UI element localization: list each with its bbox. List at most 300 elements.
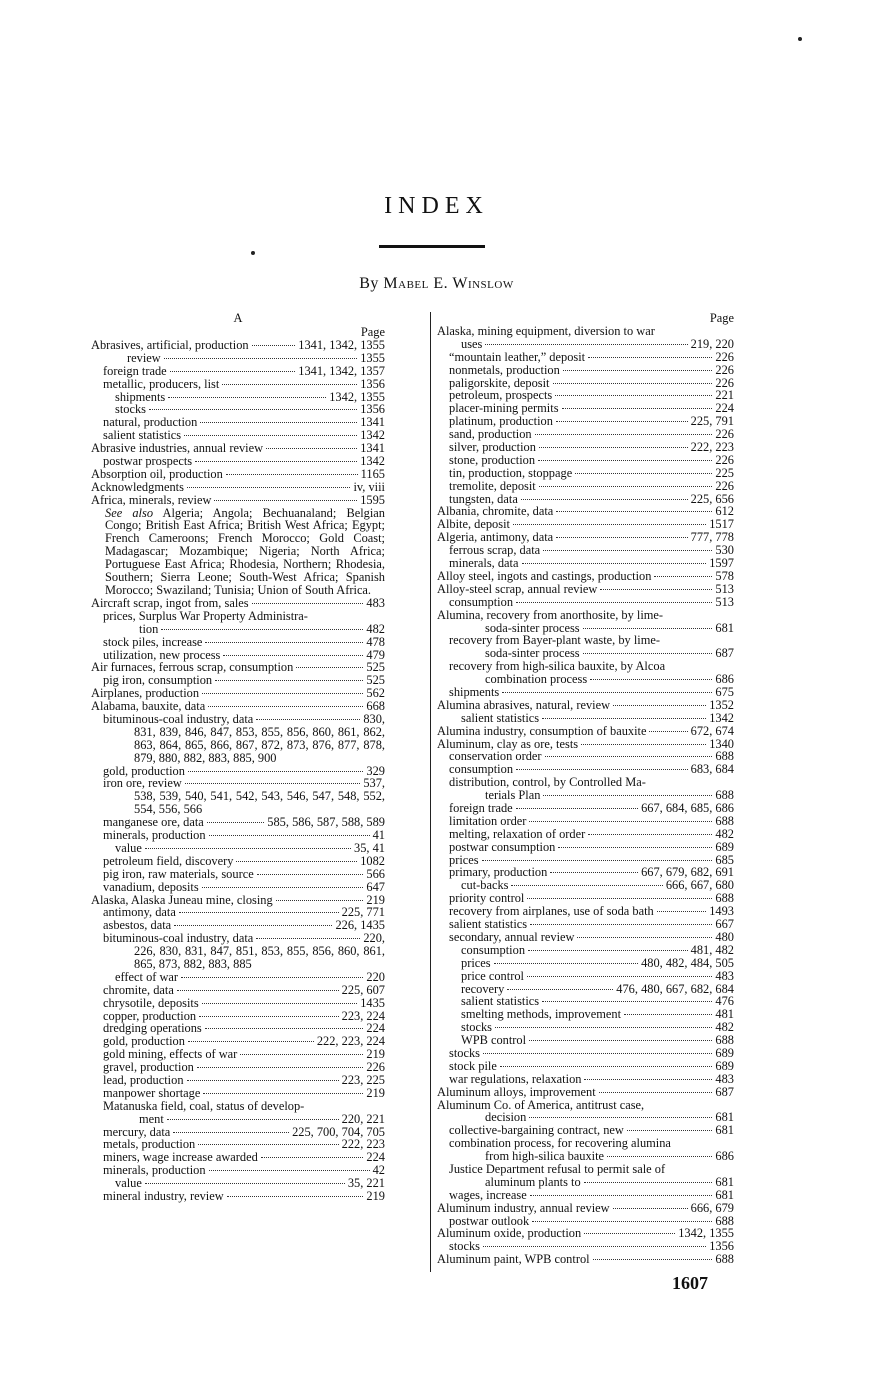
leader-dots bbox=[532, 1221, 712, 1222]
entry-pages: 225, 791 bbox=[690, 414, 734, 429]
entry-text: WPB control bbox=[461, 1033, 527, 1048]
index-entry bbox=[437, 918, 734, 931]
entry-pages: 482 bbox=[366, 621, 385, 636]
entry-text: stocks bbox=[449, 1045, 480, 1060]
index-entry bbox=[91, 1190, 385, 1203]
entry-text: gold mining, effects of war bbox=[103, 1047, 238, 1062]
entry-text: metallic, producers, list bbox=[103, 376, 220, 391]
entry-text: Acknowledgments bbox=[91, 479, 184, 494]
entry-pages: 226 bbox=[715, 375, 734, 390]
leader-dots bbox=[577, 937, 712, 938]
entry-text: postwar prospects bbox=[103, 454, 193, 469]
leader-dots bbox=[528, 950, 688, 951]
entry-text: prices bbox=[449, 852, 479, 867]
entry-pages: 226 bbox=[715, 427, 734, 442]
leader-dots bbox=[562, 408, 713, 409]
entry-pages: 688 bbox=[715, 1252, 734, 1267]
entry-text: primary, production bbox=[449, 865, 548, 880]
entry-text: wages, increase bbox=[449, 1187, 527, 1202]
entry-text: antimony, data bbox=[103, 905, 176, 920]
right-column bbox=[437, 312, 734, 1266]
entry-pages: 483 bbox=[715, 968, 734, 983]
leader-dots bbox=[556, 421, 688, 422]
index-entry bbox=[437, 828, 734, 841]
entry-pages: 1342, 1355 bbox=[678, 1226, 734, 1241]
see-also-entry bbox=[91, 507, 385, 597]
entry-pages: 578 bbox=[715, 568, 734, 583]
entry-pages: 675 bbox=[715, 685, 734, 699]
index-entry bbox=[437, 570, 734, 583]
entry-text: copper, production bbox=[103, 1008, 197, 1023]
entry-continuation: 831, 839, 846, 847, 853, 855, 856, 860, 861, 862, 863, 864, 865, 866, 867, 872, 873, 876, 877, 878, 879, 880, 882, 883, 885, 900 bbox=[134, 724, 385, 765]
entry-text: foreign trade bbox=[449, 801, 513, 816]
byline bbox=[0, 275, 873, 293]
entry-pages: 513 bbox=[715, 581, 734, 596]
leader-dots bbox=[550, 872, 638, 873]
entry-text: ferrous scrap, data bbox=[449, 543, 541, 558]
leader-dots bbox=[583, 628, 713, 629]
entry-pages: 222, 223 bbox=[341, 1137, 385, 1152]
leader-dots bbox=[529, 821, 712, 822]
entry-pages: 1356 bbox=[360, 376, 385, 391]
entry-pages: 688 bbox=[715, 749, 734, 764]
leader-dots bbox=[511, 885, 662, 886]
index-entry bbox=[91, 971, 385, 984]
entry-text: limitation order bbox=[449, 813, 527, 828]
entry-pages: 219 bbox=[366, 1189, 385, 1204]
entry-text: consumption bbox=[461, 942, 526, 957]
entry-text: petroleum, prospects bbox=[449, 388, 553, 403]
entry-text: Aluminum Co. of America, antitrust case, bbox=[437, 1097, 645, 1112]
leader-dots bbox=[607, 1156, 712, 1157]
leader-dots bbox=[529, 1117, 712, 1118]
entry-pages: 224 bbox=[366, 1021, 385, 1036]
index-entry bbox=[91, 365, 385, 378]
entry-text: review bbox=[127, 350, 161, 365]
entry-text: Justice Department refusal to permit sale of bbox=[449, 1162, 666, 1176]
leader-dots bbox=[494, 963, 638, 964]
entry-pages: 225, 656 bbox=[690, 491, 734, 506]
entry-text: chromite, data bbox=[103, 982, 174, 997]
page-number: 1607 bbox=[672, 1273, 708, 1293]
entry-text: chrysotile, deposits bbox=[103, 995, 199, 1010]
index-entry bbox=[437, 338, 734, 351]
index-entry bbox=[91, 1100, 385, 1113]
leader-dots bbox=[600, 589, 712, 590]
leader-dots bbox=[252, 603, 364, 604]
entry-text: Aluminum industry, annual review bbox=[437, 1200, 610, 1215]
entry-text: aluminum plants to bbox=[485, 1174, 581, 1189]
leader-dots bbox=[202, 1003, 358, 1004]
entry-pages: 1341, 1342, 1357 bbox=[298, 363, 385, 378]
index-entry bbox=[91, 997, 385, 1010]
entry-pages: 686 bbox=[715, 672, 734, 687]
entry-text: cut-backs bbox=[461, 878, 509, 893]
entry-text: prices, Surplus War Property Administra- bbox=[103, 608, 308, 623]
entry-text: manganese ore, data bbox=[103, 815, 204, 830]
entry-text: smelting methods, improvement bbox=[461, 1007, 622, 1022]
index-entry bbox=[437, 609, 734, 622]
entry-text: metals, production bbox=[103, 1137, 196, 1152]
entry-text: war regulations, relaxation bbox=[449, 1071, 582, 1086]
entry-text: minerals, production bbox=[103, 1163, 206, 1178]
entry-text: from high-silica bauxite bbox=[485, 1149, 605, 1164]
leader-dots bbox=[539, 447, 688, 448]
entry-pages: 1342, 1355 bbox=[329, 389, 385, 404]
entry-text: “mountain leather,” deposit bbox=[449, 349, 586, 364]
entry-text: asbestos, data bbox=[103, 918, 172, 933]
entry-text: miners, wage increase awarded bbox=[103, 1150, 258, 1165]
leader-dots bbox=[521, 499, 688, 500]
see-also-text: Algeria; Angola; Bechuanaland; Belgian Congo; British East Africa; British West Africa; Egypt; French Cameroons; French Morocco; Gold Coast; Madagascar; Mozambique; Nigeria; North Africa; Portuguese East Africa; Rhodesia, Northern; Rhodesia, Southern; Sierra Leone; South-West Africa; Spanish Morocco; Swaziland; Tunisia; Union of South Africa. bbox=[105, 505, 385, 598]
entry-text: consumption bbox=[449, 594, 514, 609]
index-entry bbox=[437, 467, 734, 480]
entry-pages: 482 bbox=[715, 826, 734, 841]
leader-dots bbox=[513, 524, 706, 525]
leader-dots bbox=[170, 371, 296, 372]
byline-prefix: By bbox=[359, 275, 379, 292]
leader-dots bbox=[261, 1157, 364, 1158]
entry-pages: 1342 bbox=[709, 710, 734, 725]
entry-pages: 647 bbox=[366, 879, 385, 894]
title-rule bbox=[379, 245, 485, 248]
leader-dots bbox=[199, 1016, 339, 1017]
index-entry bbox=[437, 441, 734, 454]
entry-text: combination process bbox=[485, 672, 588, 687]
leader-dots bbox=[214, 500, 357, 501]
leader-dots bbox=[553, 383, 713, 384]
entry-pages: 688 bbox=[715, 891, 734, 906]
entry-text: iron ore, review bbox=[103, 776, 182, 791]
entry-text: natural, production bbox=[103, 415, 198, 430]
entry-pages: 830, bbox=[363, 711, 385, 726]
index-entry bbox=[91, 1074, 385, 1087]
entry-pages: 476 bbox=[715, 994, 734, 1009]
index-entry bbox=[91, 1113, 385, 1126]
entry-pages: 35, 221 bbox=[347, 1176, 385, 1191]
entry-text: value bbox=[115, 840, 142, 855]
entry-pages: 688 bbox=[715, 1213, 734, 1228]
index-entry bbox=[437, 1163, 734, 1176]
entry-pages: 482 bbox=[715, 1020, 734, 1035]
page-column-heading: Page bbox=[709, 311, 734, 325]
entry-continuation: 226, 830, 831, 847, 851, 853, 855, 856, 860, 861, 865, 873, 882, 883, 885 bbox=[134, 944, 385, 971]
entry-pages: 481 bbox=[715, 1007, 734, 1022]
entry-pages: 1341 bbox=[360, 441, 385, 456]
leader-dots bbox=[543, 550, 712, 551]
leader-dots bbox=[200, 422, 357, 423]
index-entry bbox=[91, 481, 385, 494]
entry-pages: 226, 1435 bbox=[335, 918, 385, 933]
leader-dots bbox=[483, 1053, 712, 1054]
entry-text: salient statistics bbox=[449, 917, 528, 932]
leader-dots bbox=[542, 1001, 712, 1002]
entry-pages: 480, 482, 484, 505 bbox=[641, 955, 734, 970]
entry-pages: 221 bbox=[715, 388, 734, 403]
entry-text: prices bbox=[461, 955, 491, 970]
index-entry bbox=[437, 1176, 734, 1189]
leader-dots bbox=[581, 744, 706, 745]
index-entry bbox=[437, 970, 734, 983]
entry-pages: 562 bbox=[366, 686, 385, 701]
leader-dots bbox=[145, 848, 351, 849]
entry-text: bituminous-coal industry, data bbox=[103, 711, 254, 726]
entry-text: Albite, deposit bbox=[437, 517, 510, 532]
entry-pages: 688 bbox=[715, 788, 734, 803]
entry-text: utilization, new process bbox=[103, 647, 221, 662]
index-entry bbox=[91, 352, 385, 365]
entry-pages: 688 bbox=[715, 1033, 734, 1048]
leader-dots bbox=[181, 977, 363, 978]
entry-pages: 681 bbox=[715, 1174, 734, 1189]
leader-dots bbox=[649, 731, 687, 732]
leader-dots bbox=[527, 976, 712, 977]
entry-text: platinum, production bbox=[449, 414, 553, 429]
index-entry bbox=[91, 468, 385, 481]
entry-text: mineral industry, review bbox=[103, 1189, 224, 1204]
entry-text: Alumina, recovery from anorthosite, by lime- bbox=[437, 607, 664, 622]
index-entry bbox=[437, 712, 734, 725]
index-entry bbox=[91, 378, 385, 391]
entry-text: Alaska, Alaska Juneau mine, closing bbox=[91, 892, 273, 907]
entry-pages: 688 bbox=[715, 813, 734, 828]
entry-pages: 222, 223, 224 bbox=[316, 1034, 385, 1049]
entry-text: consumption bbox=[449, 762, 514, 777]
leader-dots bbox=[226, 474, 358, 475]
entry-text: Alloy-steel scrap, annual review bbox=[437, 581, 598, 596]
entry-text: manpower shortage bbox=[103, 1085, 201, 1100]
entry-text: salient statistics bbox=[461, 994, 540, 1009]
leader-dots bbox=[256, 938, 360, 939]
leader-dots bbox=[500, 1066, 713, 1067]
index-entry bbox=[437, 1034, 734, 1047]
entry-text: shipments bbox=[115, 389, 166, 404]
leader-dots bbox=[184, 435, 357, 436]
entry-text: recovery from Bayer-plant waste, by lime- bbox=[449, 633, 660, 648]
leader-dots bbox=[207, 822, 264, 823]
index-entry bbox=[437, 841, 734, 854]
leader-dots bbox=[149, 409, 357, 410]
leader-dots bbox=[529, 1040, 712, 1041]
index-entry bbox=[437, 1047, 734, 1060]
leader-dots bbox=[613, 705, 706, 706]
index-entry bbox=[437, 944, 734, 957]
entry-text: mercury, data bbox=[103, 1124, 171, 1139]
entry-pages: 1597 bbox=[709, 556, 734, 571]
entry-text: tremolite, deposit bbox=[449, 478, 536, 493]
entry-pages: 683, 684 bbox=[690, 762, 734, 777]
entry-text: terials Plan bbox=[485, 788, 541, 803]
index-entry bbox=[437, 957, 734, 970]
leader-dots bbox=[584, 1233, 675, 1234]
entry-text: Alloy steel, ingots and castings, production bbox=[437, 568, 652, 583]
entry-pages: 1595 bbox=[360, 492, 385, 507]
index-entry bbox=[437, 1227, 734, 1240]
entry-text: stocks bbox=[115, 402, 146, 417]
index-entry bbox=[91, 455, 385, 468]
leader-dots bbox=[257, 874, 364, 875]
entry-text: placer-mining permits bbox=[449, 401, 559, 416]
index-entry bbox=[437, 802, 734, 815]
leader-dots bbox=[215, 680, 363, 681]
entry-text: stock piles, increase bbox=[103, 634, 203, 649]
leader-dots bbox=[174, 925, 332, 926]
index-entry bbox=[91, 713, 385, 726]
leader-dots bbox=[256, 719, 360, 720]
entry-pages: 566 bbox=[366, 866, 385, 881]
scan-speck bbox=[251, 251, 255, 255]
entry-text: vanadium, deposits bbox=[103, 879, 199, 894]
entry-pages: 219, 220 bbox=[690, 336, 734, 351]
leader-dots bbox=[495, 1027, 712, 1028]
entry-text: gold, production bbox=[103, 763, 185, 778]
leader-dots bbox=[538, 460, 712, 461]
entry-text: melting, relaxation of order bbox=[449, 826, 586, 841]
leader-dots bbox=[188, 771, 363, 772]
entry-pages: 513 bbox=[715, 594, 734, 609]
leader-dots bbox=[197, 1067, 364, 1068]
entry-text: foreign trade bbox=[103, 363, 167, 378]
entry-pages: 689 bbox=[715, 1058, 734, 1073]
entry-pages: 483 bbox=[715, 1071, 734, 1086]
index-entry bbox=[91, 829, 385, 842]
entry-text: decision bbox=[485, 1110, 527, 1125]
entry-text: collective-bargaining contract, new bbox=[449, 1123, 624, 1138]
leader-dots bbox=[203, 1093, 363, 1094]
entry-text: stocks bbox=[449, 1239, 480, 1254]
index-entry bbox=[437, 634, 734, 647]
left-column bbox=[91, 312, 385, 1203]
leader-dots bbox=[252, 345, 296, 346]
entry-text: pig iron, raw materials, source bbox=[103, 866, 254, 881]
index-entry bbox=[437, 1189, 734, 1202]
leader-dots bbox=[179, 912, 339, 913]
leader-dots bbox=[545, 756, 713, 757]
entry-text: recovery from airplanes, use of soda bath bbox=[449, 904, 654, 919]
entry-pages: 41 bbox=[372, 828, 385, 843]
entry-pages: 1517 bbox=[709, 517, 734, 532]
leader-dots bbox=[516, 808, 638, 809]
entry-text: Abrasive industries, annual review bbox=[91, 441, 264, 456]
entry-continuation: 538, 539, 540, 541, 542, 543, 546, 547, 548, 552, 554, 556, 566 bbox=[134, 789, 385, 817]
leader-dots bbox=[185, 783, 361, 784]
leader-dots bbox=[613, 1208, 688, 1209]
leader-dots bbox=[530, 924, 712, 925]
entry-pages: 537, bbox=[363, 776, 385, 791]
entry-pages: 222, 223 bbox=[690, 440, 734, 455]
entry-text: petroleum field, discovery bbox=[103, 853, 234, 868]
entry-pages: 1165 bbox=[360, 466, 385, 481]
leader-dots bbox=[583, 653, 713, 654]
entry-pages: 685 bbox=[715, 852, 734, 867]
entry-text: tungsten, data bbox=[449, 491, 518, 506]
entry-text: dredging operations bbox=[103, 1021, 202, 1036]
entry-pages: 1082 bbox=[360, 853, 385, 868]
index-entry bbox=[437, 364, 734, 377]
entry-text: Algeria, antimony, data bbox=[437, 530, 554, 545]
entry-pages: 666, 679 bbox=[690, 1200, 734, 1215]
entry-text: gravel, production bbox=[103, 1060, 194, 1075]
entry-pages: 219 bbox=[366, 1085, 385, 1100]
leader-dots bbox=[202, 693, 363, 694]
entry-text: soda-sinter process bbox=[485, 620, 580, 635]
entry-text: Absorption oil, production bbox=[91, 466, 223, 481]
leader-dots bbox=[584, 1079, 712, 1080]
entry-pages: 226 bbox=[715, 362, 734, 377]
index-entry bbox=[437, 583, 734, 596]
entry-pages: 681 bbox=[715, 1123, 734, 1138]
leader-dots bbox=[161, 629, 363, 630]
entry-text: minerals, production bbox=[103, 828, 206, 843]
entry-pages: 689 bbox=[715, 1045, 734, 1060]
entry-text: Abrasives, artificial, production bbox=[91, 338, 249, 352]
leader-dots bbox=[145, 1183, 345, 1184]
entry-pages: 42 bbox=[372, 1163, 385, 1178]
entry-text: stocks bbox=[461, 1020, 492, 1035]
leader-dots bbox=[276, 900, 364, 901]
entry-text: tion bbox=[139, 621, 159, 636]
index-entry bbox=[437, 699, 734, 712]
entry-text: Airplanes, production bbox=[91, 686, 200, 701]
entry-text: nonmetals, production bbox=[449, 362, 560, 377]
leader-dots bbox=[209, 835, 370, 836]
entry-pages: 226 bbox=[715, 349, 734, 364]
entry-text: Aluminum oxide, production bbox=[437, 1226, 582, 1241]
index-entry bbox=[91, 339, 385, 352]
entry-text: Aluminum, clay as ore, tests bbox=[437, 736, 579, 751]
leader-dots bbox=[177, 990, 339, 991]
entry-text: uses bbox=[461, 336, 483, 351]
leader-dots bbox=[236, 861, 357, 862]
leader-dots bbox=[485, 344, 687, 345]
entry-pages: 225, 607 bbox=[341, 982, 385, 997]
entry-text: bituminous-coal industry, data bbox=[103, 931, 254, 946]
entry-pages: 1435 bbox=[360, 995, 385, 1010]
index-entry bbox=[91, 842, 385, 855]
entry-text: paligorskite, deposit bbox=[449, 375, 550, 390]
leader-dots bbox=[516, 602, 712, 603]
entry-pages: 479 bbox=[366, 647, 385, 662]
entry-pages: 478 bbox=[366, 634, 385, 649]
leader-dots bbox=[205, 1028, 364, 1029]
entry-text: lead, production bbox=[103, 1073, 184, 1087]
entry-pages: 1355 bbox=[360, 350, 385, 365]
entry-text: distribution, control, by Controlled Ma- bbox=[449, 775, 646, 790]
see-also-label: See also bbox=[105, 505, 154, 520]
entry-text: salient statistics bbox=[461, 710, 540, 725]
leader-dots bbox=[558, 847, 712, 848]
leader-dots bbox=[556, 537, 687, 538]
entry-text: soda-sinter process bbox=[485, 646, 580, 661]
leader-dots bbox=[535, 434, 713, 435]
entry-pages: 329 bbox=[366, 763, 385, 778]
entry-pages: 225, 771 bbox=[341, 905, 385, 920]
entry-text: recovery from high-silica bauxite, by Alcoa bbox=[449, 659, 666, 674]
entry-pages: 681 bbox=[715, 1187, 734, 1202]
leader-dots bbox=[588, 834, 712, 835]
entry-text: postwar outlook bbox=[449, 1213, 530, 1228]
entry-text: Alabama, bauxite, data bbox=[91, 699, 206, 714]
leader-dots bbox=[516, 769, 688, 770]
entry-pages: 226 bbox=[366, 1060, 385, 1075]
entry-pages: 687 bbox=[715, 646, 734, 661]
index-entry bbox=[91, 868, 385, 881]
entry-text: value bbox=[115, 1176, 142, 1191]
scan-speck bbox=[798, 37, 802, 41]
entry-pages: 220, bbox=[363, 931, 385, 946]
entry-pages: 667, 679, 682, 691 bbox=[641, 865, 734, 880]
leader-dots bbox=[590, 679, 712, 680]
